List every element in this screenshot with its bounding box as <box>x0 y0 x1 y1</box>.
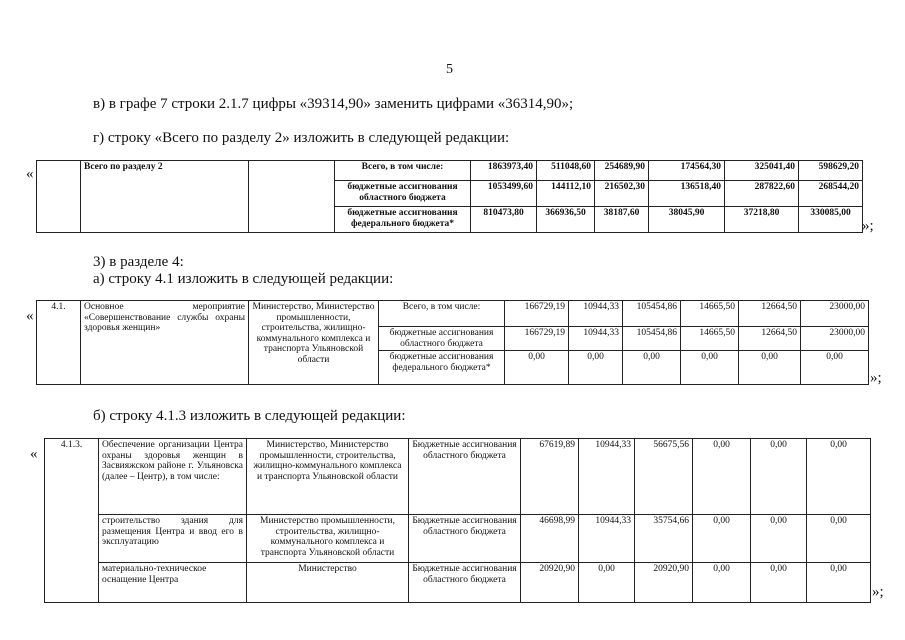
value-cell: 0,00 <box>751 563 807 603</box>
value-cell: 12664,50 <box>739 327 801 351</box>
paragraph-b: б) строку 4.1.3 изложить в следующей редакции: <box>93 408 406 424</box>
value-cell: 0,00 <box>569 351 623 385</box>
value-cell: 0,00 <box>751 439 807 515</box>
value-cell: 10944,33 <box>569 301 623 327</box>
row-label: Всего, в том числе: <box>335 161 471 181</box>
value-cell: 35754,66 <box>635 515 693 563</box>
row-title: Всего по разделу 2 <box>81 161 249 233</box>
row-executor: Министерство <box>247 563 409 603</box>
row-source: Бюджетные ассигнования областного бюджета <box>409 563 521 603</box>
value-cell: 105454,86 <box>623 327 681 351</box>
value-cell: 810473,80 <box>471 207 537 233</box>
value-cell: 0,00 <box>623 351 681 385</box>
open-quote-3: « <box>30 446 38 462</box>
value-cell: 56675,56 <box>635 439 693 515</box>
value-cell: 0,00 <box>505 351 569 385</box>
value-cell: 46698,99 <box>521 515 579 563</box>
value-cell: 268544,20 <box>799 181 863 207</box>
cell-executor <box>249 161 335 233</box>
value-cell: 67619,89 <box>521 439 579 515</box>
row-name: Обеспечение организации Центра охраны здоровья женщин в Засвияжском районе г. Ульяновска (далее – Центр), в том числе: <box>99 439 247 515</box>
value-cell: 325041,40 <box>725 161 799 181</box>
value-cell: 0,00 <box>807 515 871 563</box>
paragraph-v: в) в графе 7 строки 2.1.7 цифры «39314,90» заменить цифрами «36314,90»; <box>93 96 574 112</box>
value-cell: 254689,90 <box>595 161 649 181</box>
paragraph-g: г) строку «Всего по разделу 2» изложить в следующей редакции: <box>93 130 510 146</box>
close-quote-1: »; <box>862 218 874 234</box>
value-cell: 366936,50 <box>537 207 595 233</box>
value-cell: 20920,90 <box>635 563 693 603</box>
row-executor: Министерство, Министерство промышленности, строительства, жилищно-коммунального комплекса и транспорта Ульяновской области <box>249 301 379 385</box>
paragraph-a: а) строку 4.1 изложить в следующей редакции: <box>93 271 394 287</box>
value-cell: 38187,60 <box>595 207 649 233</box>
row-executor: Министерство промышленности, строительства, жилищно-коммунального комплекса и транспорта Ульяновской области <box>247 515 409 563</box>
value-cell: 0,00 <box>751 515 807 563</box>
open-quote-2: « <box>26 308 34 324</box>
value-cell: 10944,33 <box>579 439 635 515</box>
row-label: Всего, в том числе: <box>379 301 505 327</box>
value-cell: 20920,90 <box>521 563 579 603</box>
row-source: Бюджетные ассигнования областного бюджета <box>409 439 521 515</box>
value-cell: 38045,90 <box>649 207 725 233</box>
row-source: Бюджетные ассигнования областного бюджета <box>409 515 521 563</box>
value-cell: 144112,10 <box>537 181 595 207</box>
value-cell: 174564,30 <box>649 161 725 181</box>
row-name: материально-техническое оснащение Центра <box>99 563 247 603</box>
value-cell: 23000,00 <box>801 327 869 351</box>
row-name: строительство здания для размещения Центра и ввод его в эксплуатацию <box>99 515 247 563</box>
value-cell: 37218,80 <box>725 207 799 233</box>
table-row-4-1-3 <box>44 438 871 603</box>
value-cell: 105454,86 <box>623 301 681 327</box>
value-cell: 1053499,60 <box>471 181 537 207</box>
value-cell: 0,00 <box>807 563 871 603</box>
value-cell: 0,00 <box>807 439 871 515</box>
row-label: бюджетные ассигнования федерального бюджета* <box>379 351 505 385</box>
value-cell: 330085,00 <box>799 207 863 233</box>
value-cell: 10944,33 <box>569 327 623 351</box>
page-number: 5 <box>446 62 453 77</box>
value-cell: 166729,19 <box>505 301 569 327</box>
value-cell: 0,00 <box>801 351 869 385</box>
value-cell: 1863973,40 <box>471 161 537 181</box>
value-cell: 216502,30 <box>595 181 649 207</box>
row-name: Основное мероприятие «Совершенствование службы охраны здоровья женщин» <box>81 301 249 385</box>
row-label: бюджетные ассигнования областного бюджета <box>379 327 505 351</box>
value-cell: 136518,40 <box>649 181 725 207</box>
value-cell: 14665,50 <box>681 327 739 351</box>
value-cell: 12664,50 <box>739 301 801 327</box>
value-cell: 0,00 <box>693 515 751 563</box>
value-cell: 511048,60 <box>537 161 595 181</box>
row-label: бюджетные ассигнования федерального бюджета* <box>335 207 471 233</box>
open-quote-1: « <box>26 166 34 182</box>
value-cell: 0,00 <box>693 439 751 515</box>
close-quote-3: »; <box>872 584 884 600</box>
row-number: 4.1. <box>37 301 81 385</box>
value-cell: 0,00 <box>681 351 739 385</box>
value-cell: 598629,20 <box>799 161 863 181</box>
value-cell: 0,00 <box>579 563 635 603</box>
value-cell: 10944,33 <box>579 515 635 563</box>
table-row-4-1 <box>36 300 869 385</box>
value-cell: 0,00 <box>693 563 751 603</box>
row-executor: Министерство, Министерство промышленности, строительства, жилищно-коммунального комплекса и транспорта Ульяновской области <box>247 439 409 515</box>
cell-num <box>37 161 81 233</box>
value-cell: 0,00 <box>739 351 801 385</box>
row-label: бюджетные ассигнования областного бюджета <box>335 181 471 207</box>
value-cell: 166729,19 <box>505 327 569 351</box>
row-number: 4.1.3. <box>45 439 99 603</box>
section4-heading: 3) в разделе 4: <box>93 254 184 270</box>
value-cell: 287822,60 <box>725 181 799 207</box>
table-section2-total <box>36 160 863 233</box>
close-quote-2: »; <box>870 370 882 386</box>
value-cell: 14665,50 <box>681 301 739 327</box>
value-cell: 23000,00 <box>801 301 869 327</box>
